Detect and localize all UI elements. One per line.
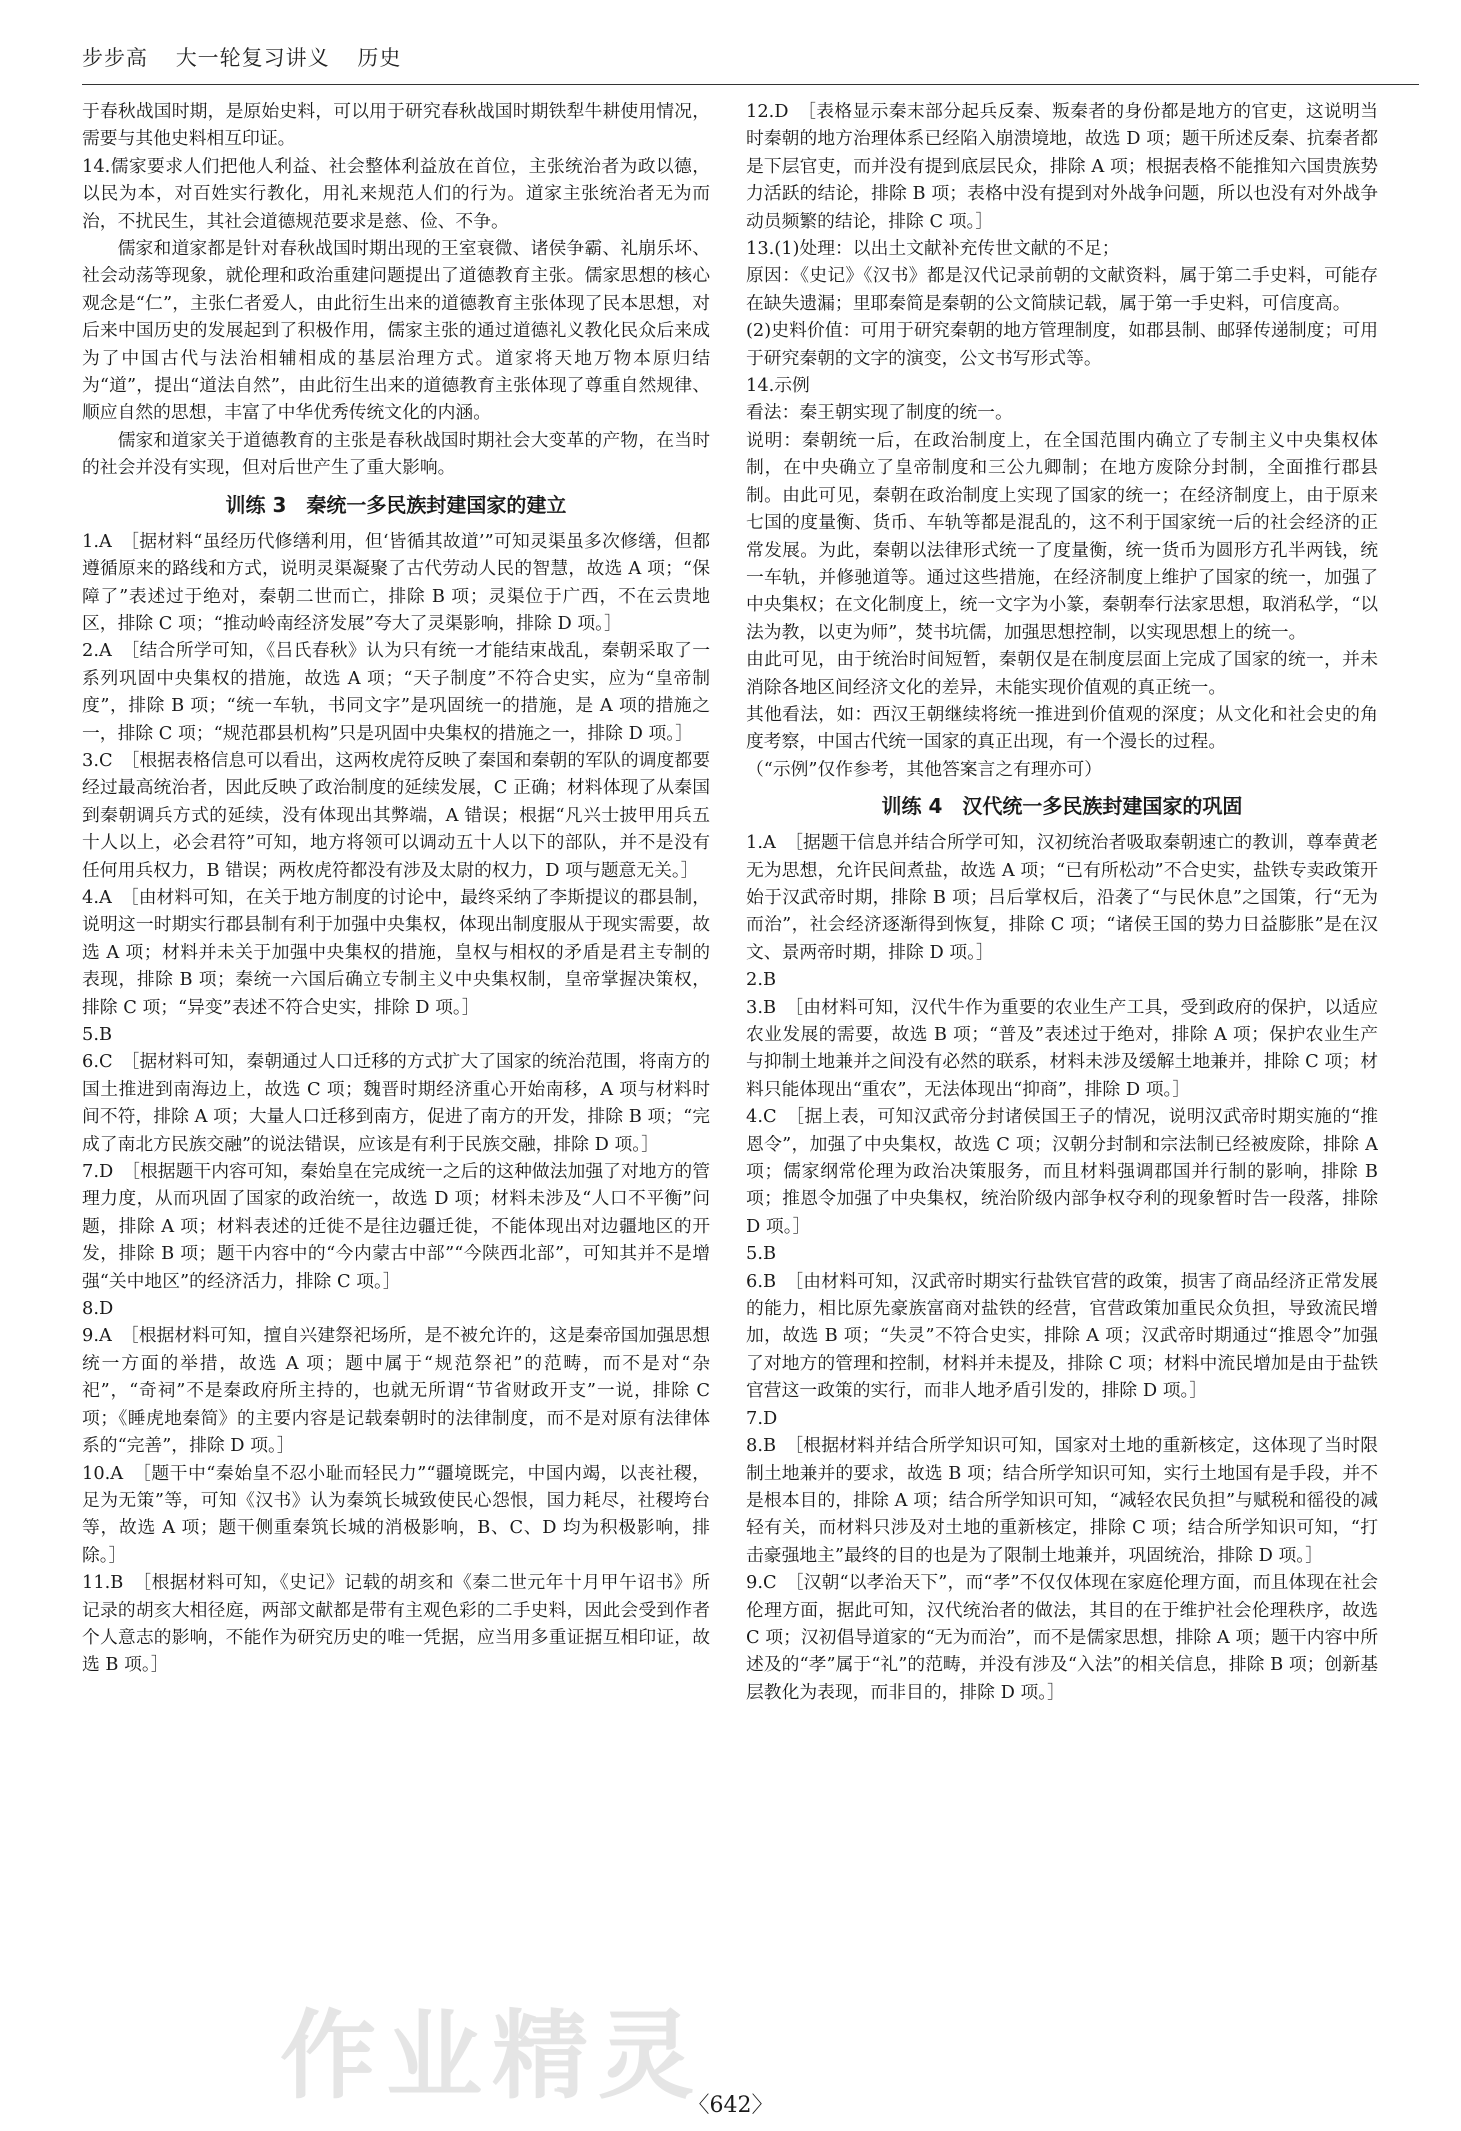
answer-text: 于春秋战国时期，是原始史料，可以用于研究春秋战国时期铁犁牛耕使用情况，需要与其他史料相互印证。: [82, 101, 710, 150]
answer-text: 儒家和道家都是针对春秋战国时期出现的王室衰微、诸侯争霸、礼崩乐坏、社会动荡等现象，就伦理和政治重建问题提出了道德教育主张。儒家思想的核心观念是“仁”，主张仁者爱人，由此衍生出来的道德教育主张体现了民本思想，对后来中国历史的发展起到了积极作用，儒家主张的通过道德礼义教化民众后来成为了中国古代与法治相辅相成的基层治理方式。道家将天地万物本原归结为“道”，提出“道法自然”，由此衍生出来的道德教育主张体现了尊重自然规律、顺应自然的思想，丰富了中华优秀传统文化的内涵。: [82, 238, 710, 424]
answer-text: 看法：秦王朝实现了制度的统一。: [746, 402, 1013, 424]
section-title: 训练 3 秦统一多民族封建国家的建立: [225, 492, 567, 517]
answer-item: 11.B ［根据材料可知，《史记》记载的胡亥和《秦二世元年十月甲午诏书》所记录的胡亥大相径庭，两部文献都是带有主观色彩的二手史料，因此会受到作者个人意志的影响，不能作为研究历史的唯一凭据，应当用多重证据互相印证，故选 B 项。］: [82, 1572, 710, 1676]
answer-item: 7.D: [746, 1407, 778, 1429]
watermark: 作业精灵: [280, 2000, 704, 2112]
answer-item: 6.B ［由材料可知，汉武帝时期实行盐铁官营的政策，损害了商品经济正常发展的能力，相比原先豪族富商对盐铁的经营，官营政策加重民众负担，导致流民增加，故选 B 项；“失灵”不符合史实，排除 A 项；汉武帝时期通过“推恩令”加强了对地方的管理和控制，材料并未提及，排除 C 项；材料中流民增加是由于盐铁官营这一政策的实行，而非人地矛盾引发的，排除 D 项。］: [746, 1270, 1378, 1402]
answer-text: (2)史料价值：可用于研究秦朝的地方管理制度，如郡县制、邮驿传递制度；可用于研究秦朝的文字的演变，公文书写形式等。: [746, 320, 1378, 369]
answer-item: 9.C ［汉朝“以孝治天下”，而“孝”不仅仅体现在家庭伦理方面，而且体现在社会伦理方面，据此可知，汉代统治者的做法，其目的在于维护社会伦理秩序，故选 C 项；汉初倡导道家的“无为而治”，而不是儒家思想，排除 A 项；题干内容中所述及的“孝”属于“礼”的范畴，并没有涉及“入法”的相关信息，排除 B 项；创新基层教化为表现，而非目的，排除 D 项。］: [746, 1572, 1378, 1703]
header-divider: [82, 84, 1419, 85]
answer-item: 5.B: [746, 1243, 777, 1265]
answer-item: 4.A ［由材料可知，在关于地方制度的讨论中，最终采纳了李斯提议的郡县制，说明这一时期实行郡县制有利于加强中央集权，体现出制度服从于现实需要，故选 A 项；材料并未关于加强中央集权的措施，皇权与相权的矛盾是君主专制的表现，排除 B 项；秦统一六国后确立专制主义中央集权制，皇帝掌握决策权，排除 C 项；“异变”表述不符合史实，排除 D 项。］: [82, 886, 710, 1018]
answer-item: 9.A ［根据材料可知，擅自兴建祭祀场所，是不被允许的，这是秦帝国加强思想统一方面的举措，故选 A 项；题中属于“规范祭祀”的范畴，而不是对“杂祀”，“奇祠”不是秦政府所主持的，也就无所谓“节省财政开支”一说，排除 C 项；《睡虎地秦简》的主要内容是记载秦朝时的法律制度，而不是对原有法律体系的“完善”，排除 D 项。］: [82, 1325, 710, 1457]
answer-item: 1.A ［据题干信息并结合所学可知，汉初统治者吸取秦朝速亡的教训，尊奉黄老无为思想，允许民间煮盐，故选 A 项；“已有所松动”不合史实，盐铁专卖政策开始于汉武帝时期，排除 B 项；吕后掌权后，沿袭了“与民休息”之国策，行“无为而治”，社会经济逐渐得到恢复，排除 C 项；“诸侯王国的势力日益膨胀”是在汉文、景两帝时期，排除 D 项。］: [746, 832, 1378, 963]
series-name: 大一轮复习讲义: [175, 46, 330, 70]
answer-text: 其他看法，如：西汉王朝继续将统一推进到价值观的深度；从文化和社会史的角度考察，中国古代统一国家的真正出现，有一个漫长的过程。: [746, 703, 1378, 753]
answer-item: 3.B ［由材料可知，汉代牛作为重要的农业生产工具，受到政府的保护，以适应农业发展的需要，故选 B 项；“普及”表述过于绝对，排除 A 项；保护农业生产与抑制土地兼并之间没有必然的联系，材料未涉及缓解土地兼并，排除 C 项；材料只能体现出“重农”，无法体现出“抑商”，排除 D 项。］: [746, 996, 1378, 1100]
section-title: 训练 4 汉代统一多民族封建国家的巩固: [881, 794, 1243, 819]
answer-text: 说明：秦朝统一后，在政治制度上，在全国范围内确立了专制主义中央集权体制，在中央确立了皇帝制度和三公九卿制；在地方废除分封制，全面推行郡县制。由此可见，秦朝在政治制度上实现了国家的统一；在经济制度上，由于原来七国的度量衡、货币、车轨等都是混乱的，这不利于国家统一后的社会经济的正常发展。为此，秦朝以法律形式统一了度量衡，统一货币为圆形方孔半两钱，统一车轨，并修驰道等。通过这些措施，在经济制度上维护了国家的统一，加强了中央集权；在文化制度上，统一文字为小篆，秦朝奉行法家思想，取消私学，“以法为教，以吏为师”，焚书坑儒，加强思想控制，以实现思想上的统一。: [746, 429, 1378, 643]
answer-text: 儒家和道家关于道德教育的主张是春秋战国时期社会大变革的产物，在当时的社会并没有实现，但对后世产生了重大影响。: [82, 429, 710, 479]
left-column: [82, 98, 710, 2083]
page-header: [82, 42, 421, 72]
answer-item: 8.B ［根据材料并结合所学知识可知，国家对土地的重新核定，这体现了当时限制土地兼并的要求，故选 B 项；结合所学知识可知，实行土地国有是手段，并不是根本目的，排除 A 项；结合所学知识可知，“减轻农民负担”与赋税和徭役的减轻有关，而材料只涉及对土地的重新核定，排除 C 项；结合所学知识可知，“打击豪强地主”最终的目的也是为了限制土地兼并，巩固统治，排除 D 项。］: [746, 1435, 1378, 1566]
brand-name: 步步高: [82, 46, 148, 70]
answer-item: 5.B: [82, 1024, 113, 1045]
answer-item: 7.D ［根据题干内容可知，秦始皇在完成统一之后的这种做法加强了对地方的管理力度，从而巩固了国家的政治统一，故选 D 项；材料未涉及“人口不平衡”问题，排除 A 项；材料表述的迁徙不是往边疆迁徙，不能体现出对边疆地区的开发，排除 B 项；题干内容中的“今内蒙古中部”“今陕西北部”，可知其并不是增强“关中地区”的经济活力，排除 C 项。］: [82, 1161, 710, 1292]
subject-name: 历史: [357, 46, 402, 70]
right-column: [746, 98, 1378, 2083]
answer-item: 6.C ［据材料可知，秦朝通过人口迁移的方式扩大了国家的统治范围，将南方的国土推进到南海边上，故选 C 项；魏晋时期经济重心开始南移，A 项与材料时间不符，排除 A 项；大量人口迁移到南方，促进了南方的开发，排除 B 项；“完成了南北方民族交融”的说法错误，应该是有利于民族交融，排除 D 项。］: [82, 1051, 710, 1155]
answer-text: 由此可见，由于统治时间短暂，秦朝仅是在制度层面上完成了国家的统一，并未消除各地区间经济文化的差异，未能实现价值观的真正统一。: [746, 649, 1378, 698]
answer-text: 原因：《史记》《汉书》都是汉代记录前朝的文献资料，属于第二手史料，可能存在缺失遗漏；里耶秦简是秦朝的公文简牍记载，属于第一手史料，可信度高。: [746, 265, 1378, 314]
answer-item: 10.A ［题干中“秦始皇不忍小耻而轻民力”“疆境既完，中国内竭，以丧社稷，足为无策”等，可知《汉书》认为秦筑长城致使民心怨恨，国力耗尽，社稷垮台等，故选 A 项；题干侧重秦筑长城的消极影响，B、C、D 均为积极影响，排除。］: [82, 1462, 710, 1566]
answer-item: 12.D ［表格显示秦末部分起兵反秦、叛秦者的身份都是地方的官吏，这说明当时秦朝的地方治理体系已经陷入崩溃境地，故选 D 项；题干所述反秦、抗秦者都是下层官吏，而并没有提到底层民众，排除 A 项；根据表格不能推知六国贵族势力活跃的结论，排除 B 项；表格中没有提到对外战争问题，所以也没有对外战争动员频繁的结论，排除 C 项。］: [746, 101, 1378, 232]
page-number: 〈642〉: [687, 2093, 774, 2118]
answer-item: 2.A ［结合所学可知，《吕氏春秋》认为只有统一才能结束战乱，秦朝采取了一系列巩固中央集权的措施，故选 A 项；“天子制度”不符合史实，应为“皇帝制度”，排除 B 项；“统一车轨，书同文字”是巩固统一的措施，是 A 项的措施之一，排除 C 项；“规范郡县机构”只是巩固中央集权的措施之一，排除 D 项。］: [82, 640, 710, 744]
answer-item: 14.示例: [746, 375, 810, 397]
answer-item: 2.B: [746, 969, 777, 991]
answer-item: 3.C ［根据表格信息可以看出，这两枚虎符反映了秦国和秦朝的军队的调度都要经过最高统治者，因此反映了政治制度的延续发展，C 正确；材料体现了从秦国到秦朝调兵方式的延续，没有体现出其弊端，A 错误；根据“凡兴士披甲用兵五十人以上，必会君符”可知，地方将领可以调动五十人以下的部队，并不是没有任何用兵权力，B 错误；两枚虎符都没有涉及太尉的权力，D 项与题意无关。］: [82, 749, 710, 881]
answer-item: 13.(1)处理：以出土文献补充传世文献的不足；: [746, 238, 1120, 260]
answer-item: 4.C ［据上表，可知汉武帝分封诸侯国王子的情况，说明汉武帝时期实施的“推恩令”，加强了中央集权，故选 C 项；汉朝分封制和宗法制已经被废除，排除 A 项；儒家纲常伦理为政治决策服务，而且材料强调郡国并行制的影响，排除 B 项；推恩令加强了中央集权，统治阶级内部争权夺利的现象暂时告一段落，排除 D 项。］: [746, 1106, 1378, 1237]
answer-item: 14.儒家要求人们把他人利益、社会整体利益放在首位，主张统治者为政以德，以民为本，对百姓实行教化，用礼来规范人们的行为。道家主张统治者无为而治，不扰民生，其社会道德规范要求是慈、俭、不争。: [82, 155, 710, 232]
answer-note: （“示例”仅作参考，其他答案言之有理亦可）: [746, 758, 1103, 780]
answer-item: 8.D: [82, 1298, 114, 1320]
answer-item: 1.A ［据材料“虽经历代修缮利用，但‘皆循其故道’”可知灵渠虽多次修缮，但都遵循原来的路线和方式，说明灵渠凝聚了古代劳动人民的智慧，故选 A 项；“保障了”表述过于绝对，秦朝二世而亡，排除 B 项；灵渠位于广西，不在云贵地区，排除 C 项；“推动岭南经济发展”夸大了灵渠影响，排除 D 项。］: [82, 530, 710, 634]
